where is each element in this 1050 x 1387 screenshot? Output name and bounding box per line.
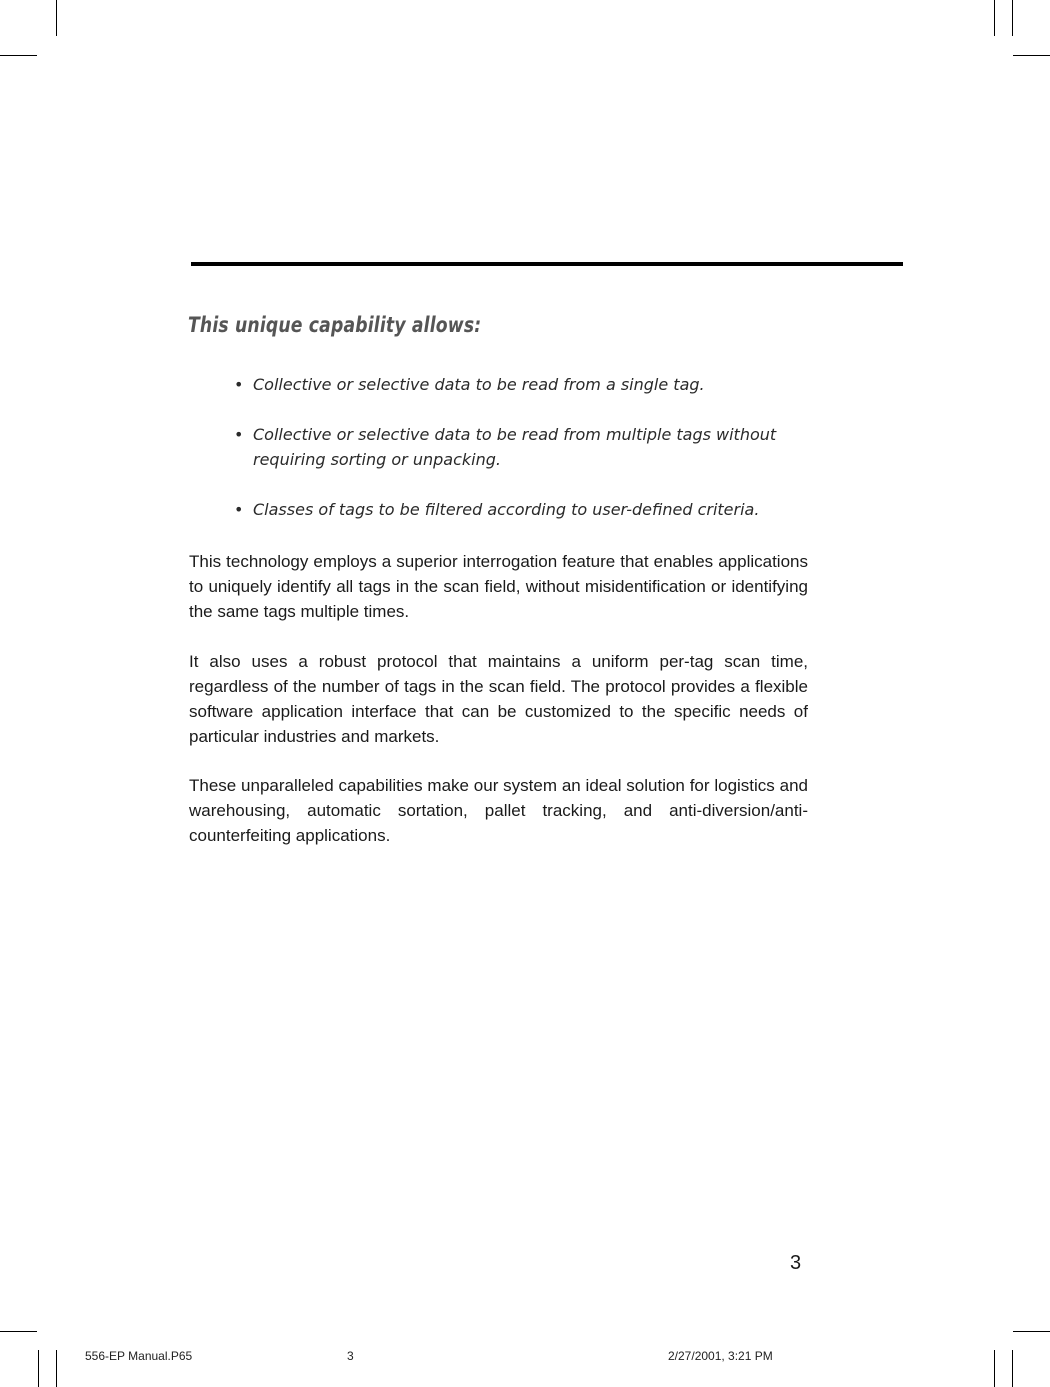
slug-datetime: 2/27/2001, 3:21 PM: [668, 1349, 773, 1363]
list-item-text: Collective or selective data to be read from multiple tags without requiring sorting or unpacking.: [253, 425, 777, 469]
crop-mark: [994, 0, 995, 36]
crop-mark: [38, 1350, 39, 1387]
bullet-icon: •: [234, 375, 244, 394]
body-paragraph: This technology employs a superior interrogation feature that enables applications to uniquely identify all tags in the scan field, without misidentification or identifying the same tags multiple times.: [189, 552, 808, 621]
crop-mark: [1013, 1331, 1050, 1332]
capability-list: [234, 372, 809, 547]
crop-mark: [0, 55, 37, 56]
crop-mark: [994, 1350, 995, 1387]
crop-mark: [1013, 55, 1050, 56]
body-paragraph: It also uses a robust protocol that maintains a uniform per-tag scan time, regardless of the number of tags in the scan field. The protocol provides a flexible software application interface that can be customized to the specific needs of particular industries and markets.: [189, 652, 808, 746]
slug-filename: 556-EP Manual.P65: [85, 1349, 193, 1363]
list-item: [234, 372, 809, 397]
bullet-icon: •: [234, 500, 244, 519]
crop-mark: [1012, 0, 1013, 36]
list-item-text: Classes of tags to be filtered according to user-defined criteria.: [253, 500, 760, 519]
slug-page-number: 3: [347, 1349, 354, 1363]
list-item-text: Collective or selective data to be read from a single tag.: [253, 375, 705, 394]
section-heading: This unique capability allows:: [188, 313, 482, 337]
list-item: [234, 497, 809, 522]
crop-mark: [56, 0, 57, 36]
bullet-icon: •: [234, 425, 244, 444]
page-number: 3: [790, 1252, 802, 1274]
body-paragraph: These unparalleled capabilities make our system an ideal solution for logistics and warehousing, automatic sortation, pallet tracking, and anti-diversion/anti-counterfeiting applications.: [189, 776, 808, 845]
list-item: [234, 422, 809, 472]
header-rule: [191, 262, 903, 266]
crop-mark: [56, 1350, 57, 1387]
crop-mark: [1012, 1350, 1013, 1387]
crop-mark: [0, 1331, 37, 1332]
